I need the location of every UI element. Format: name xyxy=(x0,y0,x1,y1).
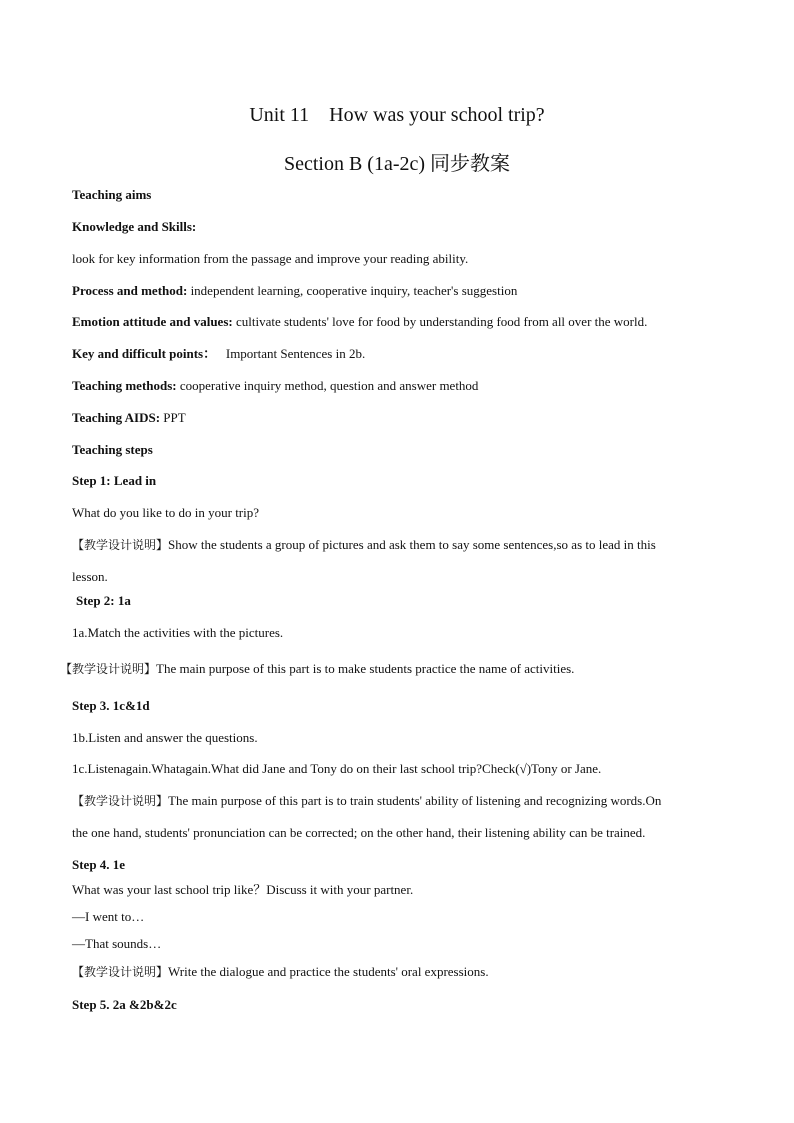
step3-note xyxy=(72,793,661,809)
emotion-line xyxy=(72,314,647,330)
step3-text1: 1b.Listen and answer the questions. xyxy=(72,730,258,745)
keypoints-text: Important Sentences in 2b. xyxy=(216,346,366,361)
step5-heading: Step 5. 2a &2b&2c xyxy=(72,997,177,1012)
step2-heading: Step 2: 1a xyxy=(76,593,131,608)
step1-note-text: Show the students a group of pictures and ask them to say some sentences,so as to lead in this xyxy=(168,537,656,552)
methods-line xyxy=(72,378,478,394)
teaching-steps-heading: Teaching steps xyxy=(72,442,153,457)
emotion-text: cultivate students' love for food by understanding food from all over the world. xyxy=(232,314,648,329)
section-title: Section B (1a-2c) 同步教案 xyxy=(283,153,511,175)
keypoints-line xyxy=(72,346,365,362)
step2-note-text: The main purpose of this part is to make students practice the name of activities. xyxy=(156,661,575,676)
step4-text: What was your last school trip like？Discuss it with your partner. xyxy=(72,882,414,897)
knowledge-text: look for key information from the passage and improve your reading ability. xyxy=(72,251,469,266)
step4-note-text: Write the dialogue and practice the students' oral expressions. xyxy=(168,964,489,979)
step3-note-text: The main purpose of this part is to train students' ability of listening and recognizing words.On xyxy=(168,793,662,808)
step2-text: 1a.Match the activities with the pictures. xyxy=(72,625,284,640)
process-text: independent learning, cooperative inquiry, teacher's suggestion xyxy=(187,283,518,298)
methods-label: Teaching methods: xyxy=(72,378,177,393)
design-tag: 【教学设计说明】 xyxy=(72,965,169,979)
unit-title: Unit 11 How was your school trip? xyxy=(249,104,545,126)
process-line xyxy=(72,283,517,299)
design-tag: 【教学设计说明】 xyxy=(72,794,169,808)
knowledge-skills-heading: Knowledge and Skills: xyxy=(72,219,197,234)
emotion-label: Emotion attitude and values: xyxy=(72,314,233,329)
step1-heading: Step 1: Lead in xyxy=(72,473,157,488)
step1-note-cont: lesson. xyxy=(72,569,108,584)
teaching-aims-heading: Teaching aims xyxy=(72,187,152,202)
step4-dialog2: —That sounds… xyxy=(72,936,162,951)
step1-note xyxy=(72,537,656,553)
step4-dialog1: —I went to… xyxy=(72,909,145,924)
step2-note xyxy=(60,661,574,677)
step3-note-cont: the one hand, students' pronunciation can be corrected; on the other hand, their listening ability can be trained. xyxy=(72,825,646,840)
step3-text2: 1c.Listenagain.Whatagain.What did Jane and Tony do on their last school trip?Check(√)Tony or Jane. xyxy=(72,761,602,776)
aids-line xyxy=(72,410,186,426)
keypoints-label: Key and difficult points： xyxy=(72,346,217,361)
aids-text: PPT xyxy=(160,410,186,425)
methods-text: cooperative inquiry method, question and answer method xyxy=(176,378,479,393)
design-tag: 【教学设计说明】 xyxy=(72,538,169,552)
step4-heading: Step 4. 1e xyxy=(72,857,126,872)
design-tag: 【教学设计说明】 xyxy=(60,662,157,676)
step3-heading: Step 3. 1c&1d xyxy=(72,698,150,713)
process-label: Process and method: xyxy=(72,283,188,298)
step1-text: What do you like to do in your trip? xyxy=(72,505,260,520)
step4-note xyxy=(72,964,489,980)
aids-label: Teaching AIDS: xyxy=(72,410,161,425)
